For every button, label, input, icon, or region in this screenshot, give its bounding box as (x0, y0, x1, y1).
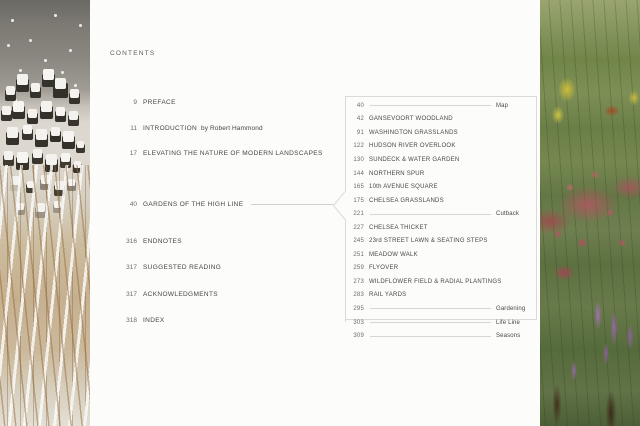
garden-name: GANSEVOORT WOODLAND (369, 116, 453, 123)
chapter-row (345, 248, 535, 262)
entry-byline: by Robert Hammond (201, 124, 263, 132)
bracket-line (332, 96, 346, 322)
leader-line (370, 308, 491, 309)
garden-name: WILDFLOWER FIELD & RADIAL PLANTINGS (369, 278, 502, 285)
chapter-row (345, 180, 535, 194)
leader-line (370, 105, 491, 106)
toc-entry (105, 291, 225, 317)
entry-title: SUGGESTED READING (143, 264, 222, 272)
page-number: 303 (353, 319, 364, 326)
chapter-row (345, 99, 535, 113)
garden-name: CHELSEA THICKET (369, 224, 428, 231)
chapter-row (345, 302, 535, 316)
page-number: 309 (353, 333, 364, 340)
garden-name: FLYOVER (369, 265, 399, 272)
page-title: CONTENTS (110, 50, 156, 57)
stems-art (0, 165, 90, 426)
page-number: 144 (353, 170, 364, 177)
garden-name: HUDSON RIVER OVERLOOK (369, 143, 456, 150)
garden-name: 10th AVENUE SQUARE (369, 184, 438, 191)
chapter-row (345, 316, 535, 330)
page-number: 318 (126, 317, 137, 325)
page-number: 91 (356, 129, 364, 136)
page-number: 317 (126, 264, 137, 272)
page-number: 11 (130, 124, 137, 132)
page-number: 316 (126, 238, 137, 245)
entry-title: ELEVATING THE NATURE OF MODERN LANDSCAPES (143, 150, 323, 158)
page-number: 175 (353, 197, 364, 204)
page-number: 273 (353, 278, 364, 285)
page-number: 227 (353, 224, 364, 231)
toc-entry (105, 238, 225, 264)
entry-title: ACKNOWLEDGMENTS (143, 290, 218, 298)
chapter-row (345, 262, 535, 276)
photo-summer-garden (540, 0, 640, 426)
page-number: 245 (353, 238, 364, 245)
page-number: 165 (353, 184, 364, 191)
page-number: 259 (353, 265, 364, 272)
section-name: Cutback (496, 211, 520, 218)
garden-name: 23rd STREET LAWN & SEATING STEPS (369, 238, 488, 245)
garden-name: NORTHERN SPUR (369, 170, 425, 177)
chapter-row (345, 207, 535, 221)
snowcaps-art (0, 0, 1, 1)
page-number: 317 (126, 290, 137, 298)
toc-entry (105, 99, 327, 125)
page-number: 130 (353, 156, 364, 163)
garden-name: MEADOW WALK (369, 251, 418, 258)
back-matter-list (105, 238, 225, 344)
garden-name: SUNDECK & WATER GARDEN (369, 156, 460, 163)
page-number: 295 (353, 305, 364, 312)
page-number: 122 (353, 143, 364, 150)
page-number: 9 (133, 99, 137, 106)
toc-entry (105, 150, 327, 176)
entry-title: INTRODUCTION (143, 124, 198, 132)
leader-line (370, 214, 491, 215)
chapter-row (345, 126, 535, 140)
page-number: 40 (356, 102, 364, 109)
entry-title: GARDENS OF THE HIGH LINE (143, 200, 244, 208)
chapter-row (345, 153, 535, 167)
chapter-row (345, 113, 535, 127)
leader-line (370, 322, 491, 323)
page-number: 42 (356, 116, 364, 123)
front-matter-list (105, 99, 327, 176)
garden-name: WASHINGTON GRASSLANDS (369, 129, 458, 136)
section-name: Life Line (496, 319, 521, 326)
entry-title: INDEX (143, 317, 165, 325)
leader-line (251, 204, 333, 205)
section-name: Gardening (496, 305, 526, 312)
garden-name: RAIL YARDS (369, 292, 407, 299)
chapter-row (345, 167, 535, 181)
chapter-row (345, 140, 535, 154)
page-number: 251 (353, 251, 364, 258)
chapter-row (345, 221, 535, 235)
photo-winter-seedheads (0, 0, 90, 426)
chapter-list-box (345, 96, 537, 340)
section-name: Seasons (496, 333, 521, 340)
garden-name: CHELSEA GRASSLANDS (369, 197, 444, 204)
page-number: 283 (353, 292, 364, 299)
page-number: 40 (129, 200, 137, 208)
leader-line (370, 336, 491, 337)
chapter-row (345, 234, 535, 248)
toc-entry (105, 125, 327, 151)
chapter-list (345, 99, 535, 343)
chapter-row (345, 329, 535, 343)
toc-entry (105, 317, 225, 343)
toc-entry (105, 264, 225, 290)
page-number: 221 (353, 211, 364, 218)
section-name: Map (496, 102, 509, 109)
entry-title: PREFACE (143, 99, 176, 106)
chapter-row (345, 194, 535, 208)
chapter-row (345, 289, 535, 303)
entry-title: ENDNOTES (143, 238, 182, 245)
page-number: 17 (129, 150, 137, 158)
chapter-row (345, 275, 535, 289)
toc-entry-gardens-of-the-high-line (105, 201, 333, 208)
